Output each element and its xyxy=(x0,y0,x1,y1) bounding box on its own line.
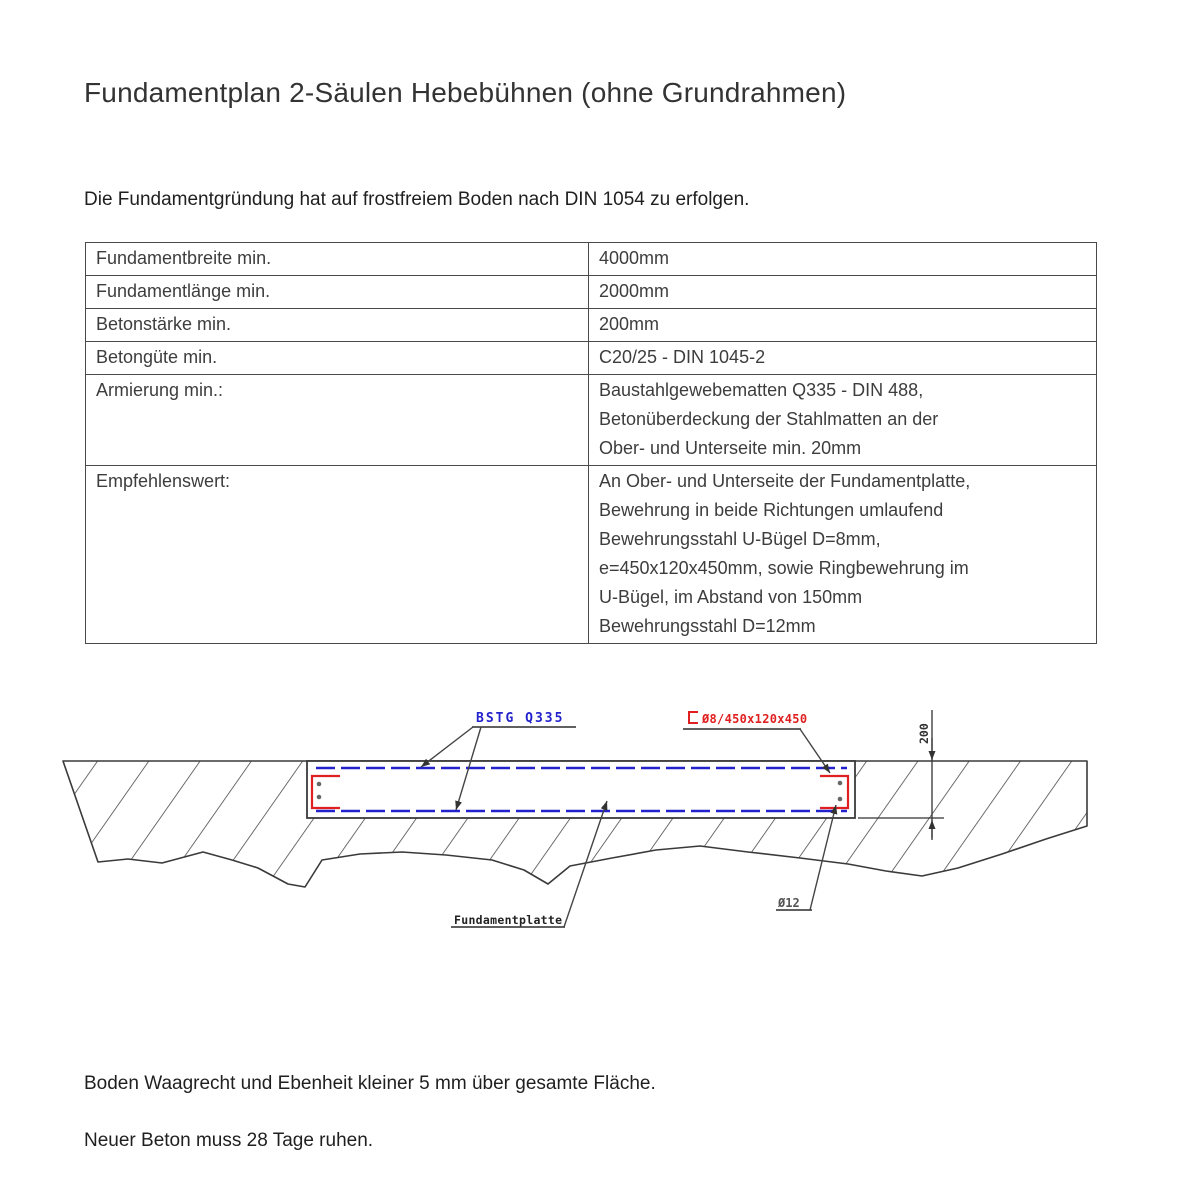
spec-label-cell: Armierung min.: xyxy=(86,375,589,466)
rebar-dot xyxy=(317,782,322,787)
spec-value-line: Bewehrung in beide Richtungen umlaufend xyxy=(599,500,944,520)
table-row xyxy=(86,309,1097,342)
spec-value-line: U-Bügel, im Abstand von 150mm xyxy=(599,587,863,607)
spec-value-cell: 200mm xyxy=(589,309,1097,342)
label-stirrup: Ø8/450x120x450 xyxy=(702,712,808,726)
page-title: Fundamentplan 2-Säulen Hebebühnen (ohne Grundrahmen) xyxy=(84,76,847,108)
spec-value-line: Betonüberdeckung der Stahlmatten an der xyxy=(599,409,939,429)
spec-label-cell: Empfehlenswert: xyxy=(86,466,589,644)
table-row xyxy=(86,342,1097,375)
spec-value-cell: 4000mm xyxy=(589,243,1097,276)
spec-value-cell xyxy=(589,466,1097,644)
label-bstg-q335: BSTG Q335 xyxy=(476,711,565,726)
table-row xyxy=(86,243,1097,276)
rebar-dot xyxy=(838,797,843,802)
dimension-text: 200 xyxy=(917,723,931,744)
table-row xyxy=(86,276,1097,309)
spec-label-cell: Fundamentlänge min. xyxy=(86,276,589,309)
note-flatness: Boden Waagrecht und Ebenheit kleiner 5 mm über gesamte Fläche. xyxy=(84,1073,656,1094)
spec-value-cell: C20/25 - DIN 1045-2 xyxy=(589,342,1097,375)
spec-value-line: An Ober- und Unterseite der Fundamentplatte, xyxy=(599,471,971,491)
spec-value-cell xyxy=(589,375,1097,466)
intro-note: Die Fundamentgründung hat auf frostfreiem Boden nach DIN 1054 zu erfolgen. xyxy=(84,189,750,210)
label-fundamentplatte: Fundamentplatte xyxy=(454,913,563,927)
rebar-dot xyxy=(838,781,843,786)
foundation-drawing xyxy=(0,680,1200,960)
rebar-dot xyxy=(317,795,322,800)
spec-label-cell: Fundamentbreite min. xyxy=(86,243,589,276)
u-stirrup-symbol xyxy=(689,712,698,723)
label-diameter-12: Ø12 xyxy=(778,896,800,910)
spec-label-cell: Betonstärke min. xyxy=(86,309,589,342)
spec-label-cell: Betongüte min. xyxy=(86,342,589,375)
note-curing: Neuer Beton muss 28 Tage ruhen. xyxy=(84,1130,374,1151)
table-row xyxy=(86,375,1097,466)
spec-value-line: Bewehrungsstahl U-Bügel D=8mm, xyxy=(599,529,881,549)
spec-value-line: e=450x120x450mm, sowie Ringbewehrung im xyxy=(599,558,969,578)
spec-table xyxy=(85,242,1097,644)
table-row xyxy=(86,466,1097,644)
spec-value-line: Ober- und Unterseite min. 20mm xyxy=(599,438,862,458)
spec-value-cell: 2000mm xyxy=(589,276,1097,309)
spec-value-line: Bewehrungsstahl D=12mm xyxy=(599,616,816,636)
spec-value-line: Baustahlgewebematten Q335 - DIN 488, xyxy=(599,380,924,400)
foundation-plate xyxy=(307,761,855,818)
